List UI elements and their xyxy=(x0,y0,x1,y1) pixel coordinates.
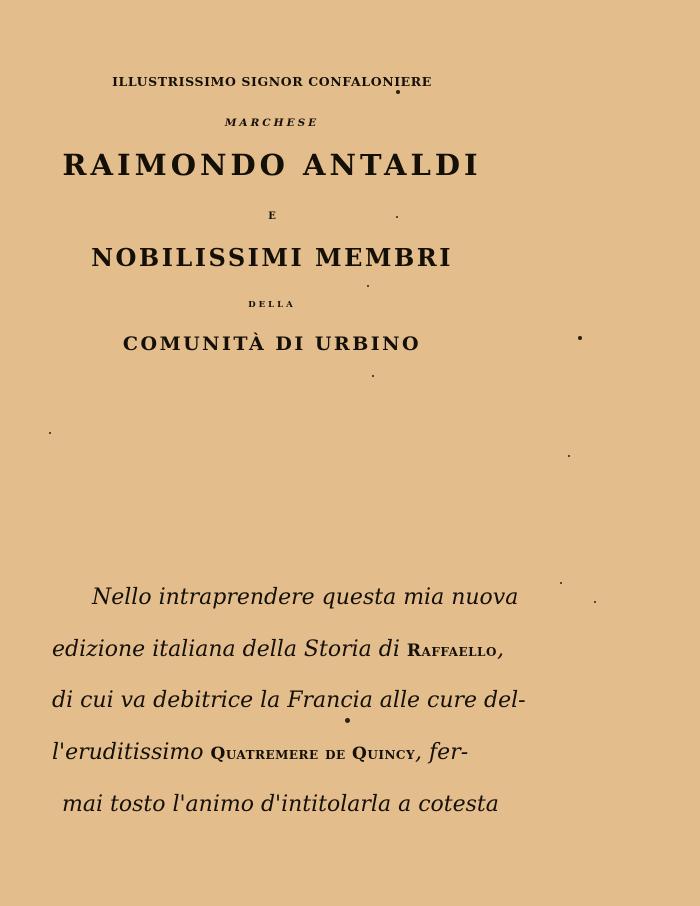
paper-speck xyxy=(345,718,350,723)
body-line-1 xyxy=(92,587,542,609)
body-text: Nello intraprendere questa mia nuova xyxy=(92,585,519,610)
body-line-5 xyxy=(62,794,512,816)
body-text: l'eruditissimo xyxy=(52,740,211,765)
paper-speck xyxy=(367,285,369,287)
dedication-title: MARCHESE xyxy=(224,117,320,129)
body-text: , fer- xyxy=(415,740,469,765)
dedication-of: DELLA xyxy=(248,300,296,310)
name-raffaello: Raffaello xyxy=(406,641,497,661)
paper-speck xyxy=(578,336,582,340)
body-text: edizione italiana della Storia di xyxy=(52,637,407,662)
dedication-conjunction: E xyxy=(268,211,276,222)
dedication-salutation: ILLUSTRISSIMO SIGNOR CONFALONIERE xyxy=(112,74,432,89)
paper-speck xyxy=(594,601,596,603)
dedication-name: RAIMONDO ANTALDI xyxy=(62,148,482,182)
paper-speck xyxy=(568,455,570,457)
name-quatremere: Quatremere de Quincy xyxy=(210,744,416,764)
body-line-2 xyxy=(52,639,502,661)
body-text: di cui va debitrice la Francia alle cure del- xyxy=(52,688,526,713)
paper-speck xyxy=(560,582,562,584)
paper-speck xyxy=(372,375,374,377)
paper-speck xyxy=(49,432,51,434)
body-line-3 xyxy=(52,688,526,713)
body-line-4 xyxy=(52,742,502,764)
dedication-community: COMUNITÀ DI URBINO xyxy=(122,333,422,355)
dedication-members: NOBILISSIMI MEMBRI xyxy=(91,243,453,272)
body-text: , xyxy=(496,637,504,662)
paper-speck xyxy=(396,90,400,94)
paper-speck xyxy=(396,216,398,218)
body-text: mai tosto l'animo d'intitolarla a cotesta xyxy=(62,792,499,817)
